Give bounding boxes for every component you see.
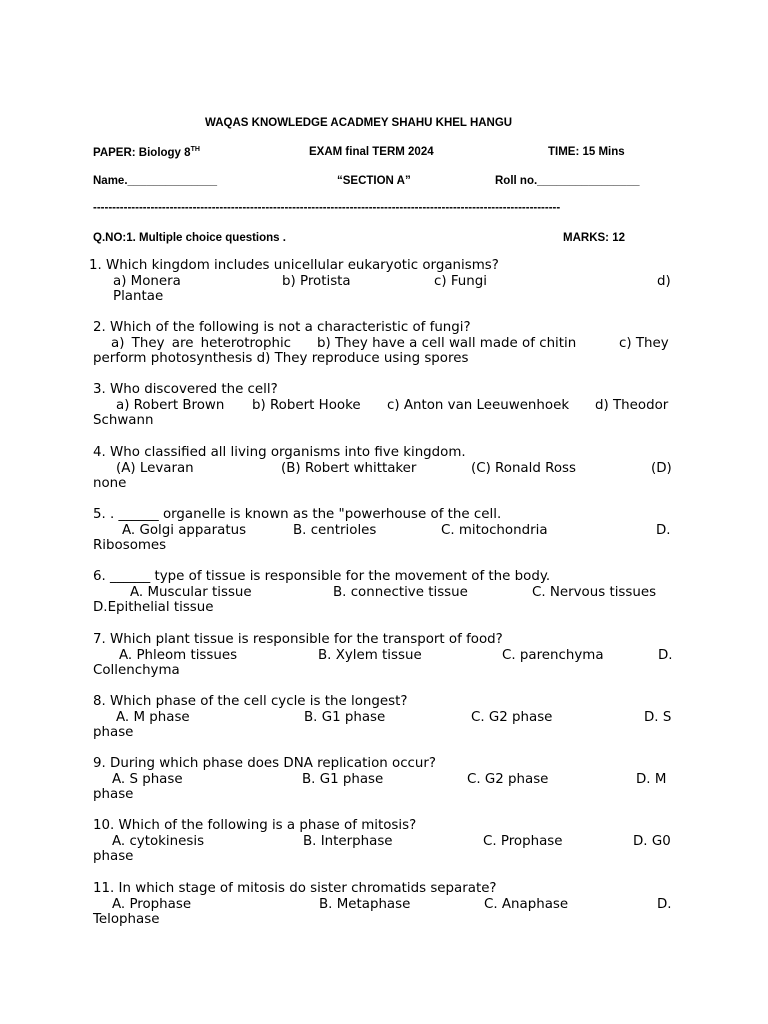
question-item (93, 632, 673, 679)
question-stem: 11. In which stage of mitosis do sister chromatids separate? (93, 881, 497, 896)
option: C. Anaphase (484, 896, 569, 912)
option-wrap: phase (93, 787, 134, 803)
question-item (93, 818, 673, 865)
option: C. mitochondria (441, 522, 548, 538)
option: D. (658, 647, 673, 663)
paper-sup: TH (190, 146, 200, 153)
question-item (93, 694, 673, 741)
option: B. Xylem tissue (318, 647, 422, 663)
option-wrap: perform photosynthesis d) They reproduce using spores (93, 351, 469, 367)
option: c) They (619, 335, 669, 351)
question-stem: 6. ______ type of tissue is responsible for the movement of the body. (93, 569, 551, 584)
option: D. S (644, 709, 672, 725)
question-item (93, 756, 673, 803)
option: a) Robert Brown (116, 397, 225, 413)
question-item (93, 507, 673, 554)
option: B. connective tissue (333, 584, 468, 600)
paper-label (93, 146, 200, 159)
option: B. centrioles (293, 522, 377, 538)
option: a) Monera (113, 273, 181, 289)
option: A. cytokinesis (112, 833, 205, 849)
option: b) They have a cell wall made of chitin (317, 335, 577, 351)
option-wrap: D.Epithelial tissue (93, 600, 214, 616)
option-wrap: Collenchyma (93, 663, 180, 679)
option: A. Muscular tissue (130, 584, 252, 600)
option-wrap: Schwann (93, 413, 154, 429)
option: C. G2 phase (467, 771, 549, 787)
question-stem: 2. Which of the following is not a characteristic of fungi? (93, 320, 471, 335)
option: C. parenchyma (502, 647, 604, 663)
question-item (93, 320, 673, 367)
question-stem: 5. . ______ organelle is known as the "powerhouse of the cell. (93, 507, 502, 522)
option: (C) Ronald Ross (471, 460, 576, 476)
question-stem: 8. Which phase of the cell cycle is the longest? (93, 694, 408, 709)
question-item (93, 569, 673, 616)
option: A. M phase (116, 709, 190, 725)
school-title: WAQAS KNOWLEDGE ACADMEY SHAHU KHEL HANGU (205, 117, 513, 129)
option: C. Nervous tissues (532, 584, 657, 600)
roll-field: Roll no.________________ (495, 175, 640, 187)
option-wrap: Plantae (113, 289, 164, 305)
option: (A) Levaran (116, 460, 194, 476)
option-wrap: none (93, 476, 127, 492)
question-item (89, 258, 673, 305)
time-label: TIME: 15 Mins (548, 146, 625, 158)
option: b) Robert Hooke (252, 397, 361, 413)
option-wrap: phase (93, 725, 134, 741)
question-stem: 1. Which kingdom includes unicellular eukaryotic organisms? (89, 258, 499, 273)
option: c) Fungi (434, 273, 488, 289)
option: D. M (636, 771, 667, 787)
question-item (93, 881, 673, 928)
option-wrap: Telophase (93, 912, 160, 928)
option: A. S phase (112, 771, 183, 787)
option: B. Interphase (303, 833, 393, 849)
marks-label: MARKS: 12 (563, 232, 625, 244)
question-stem: 9. During which phase does DNA replication occur? (93, 756, 437, 771)
option: A. Golgi apparatus (122, 522, 247, 538)
option: D. (657, 896, 672, 912)
paper-text: PAPER: Biology 8 (93, 146, 191, 159)
option: D. (656, 522, 671, 538)
question-stem: 3. Who discovered the cell? (93, 382, 278, 397)
option: C. G2 phase (471, 709, 553, 725)
divider-line: -------------------------------------------------------------------------------------------------------------------------- (93, 202, 561, 214)
option: b) Protista (282, 273, 351, 289)
option: d) (657, 273, 671, 289)
section-label: “SECTION A” (337, 175, 411, 187)
exam-label: EXAM final TERM 2024 (309, 146, 434, 158)
option: d) Theodor (595, 397, 669, 413)
question-item (93, 382, 673, 429)
option: B. Metaphase (319, 896, 411, 912)
option: c) Anton van Leeuwenhoek (387, 397, 570, 413)
option-wrap: Ribosomes (93, 538, 167, 554)
option: (B) Robert whittaker (281, 460, 417, 476)
question-stem: 7. Which plant tissue is responsible for the transport of food? (93, 632, 503, 647)
question-stem: 4. Who classified all living organisms into five kingdom. (93, 445, 466, 460)
question-heading: Q.NO:1. Multiple choice questions . (93, 232, 286, 244)
option: A. Phleom tissues (119, 647, 238, 663)
option: B. G1 phase (302, 771, 384, 787)
option: C. Prophase (483, 833, 563, 849)
option: A. Prophase (112, 896, 192, 912)
option: B. G1 phase (304, 709, 386, 725)
question-item (93, 445, 673, 492)
option: D. G0 (633, 833, 671, 849)
option: a) They are heterotrophic (111, 335, 292, 351)
question-stem: 10. Which of the following is a phase of mitosis? (93, 818, 417, 833)
option-wrap: phase (93, 849, 134, 865)
option: (D) (651, 460, 672, 476)
name-field: Name.______________ (93, 175, 218, 187)
